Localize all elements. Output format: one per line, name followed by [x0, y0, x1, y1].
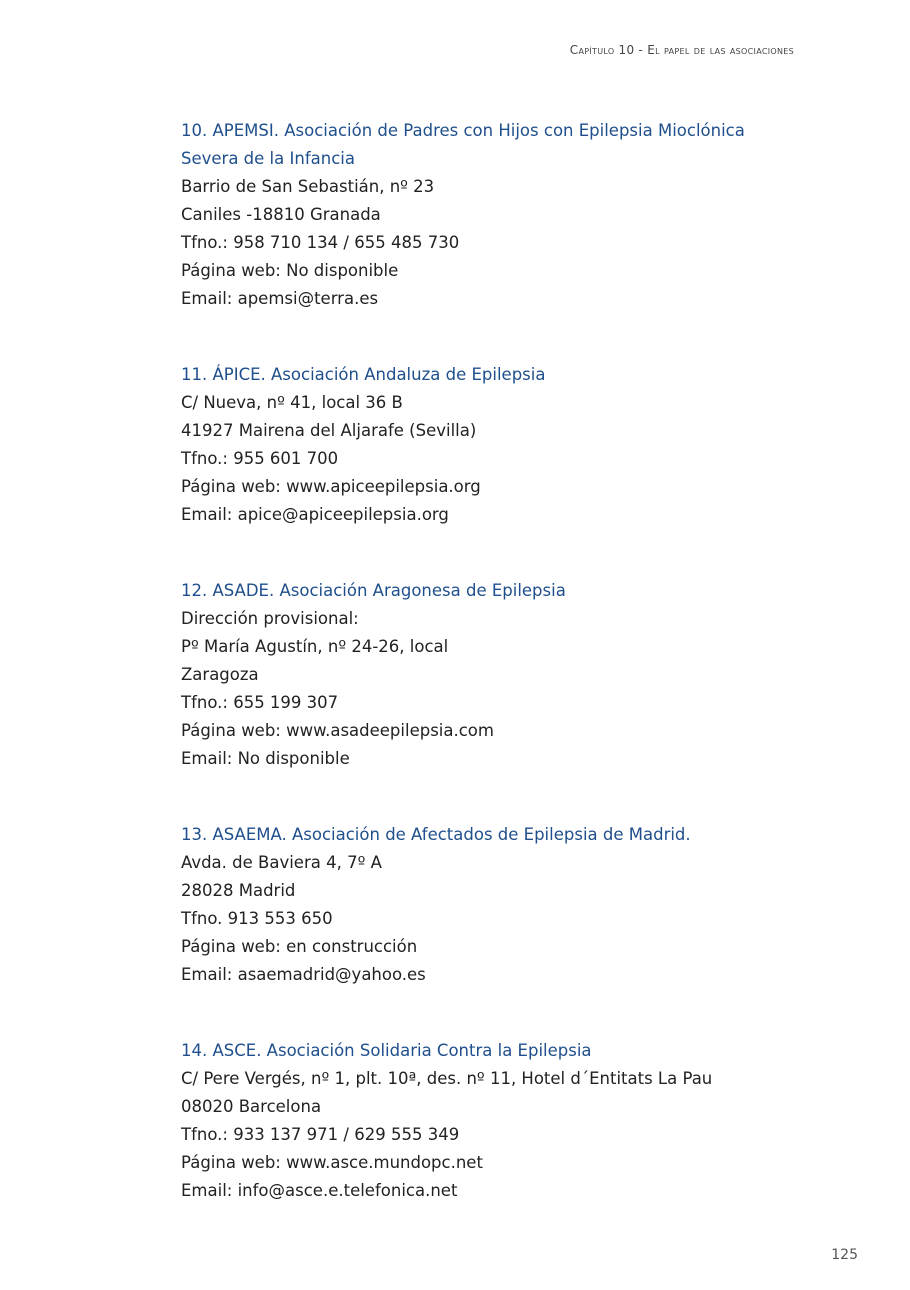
association-title: 14. ASCE. Asociación Solidaria Contra la Epilepsia — [181, 1041, 592, 1060]
address-note-line: Dirección provisional: — [181, 609, 359, 628]
city-line: Caniles -18810 Granada — [181, 205, 381, 224]
page-number: 125 — [831, 1247, 858, 1263]
association-entry — [181, 821, 821, 989]
website-line: Página web: www.asadeepilepsia.com — [181, 721, 494, 740]
website-line: Página web: www.asce.mundopc.net — [181, 1153, 483, 1172]
email-line: Email: info@asce.e.telefonica.net — [181, 1181, 458, 1200]
city-line: 41927 Mairena del Aljarafe (Sevilla) — [181, 421, 477, 440]
running-header: Capítulo 10 - El papel de las asociaciones — [569, 43, 794, 57]
association-title: 12. ASADE. Asociación Aragonesa de Epilepsia — [181, 581, 566, 600]
email-line: Email: apemsi@terra.es — [181, 289, 379, 308]
address-line: C/ Pere Vergés, nº 1, plt. 10ª, des. nº 11, Hotel d´Entitats La Pau — [181, 1069, 713, 1088]
city-line: 08020 Barcelona — [181, 1097, 322, 1116]
phone-line: Tfno. 913 553 650 — [181, 909, 333, 928]
website-line: Página web: www.apiceepilepsia.org — [181, 477, 481, 496]
address-line: C/ Nueva, nº 41, local 36 B — [181, 393, 403, 412]
association-title: 11. ÁPICE. Asociación Andaluza de Epilepsia — [181, 365, 546, 384]
association-entry — [181, 361, 821, 529]
address-line: Pº María Agustín, nº 24-26, local — [181, 637, 449, 656]
phone-line: Tfno.: 655 199 307 — [181, 693, 339, 712]
association-entry — [181, 1037, 821, 1205]
city-line: 28028 Madrid — [181, 881, 296, 900]
website-line: Página web: No disponible — [181, 261, 399, 280]
phone-line: Tfno.: 958 710 134 / 655 485 730 — [181, 233, 460, 252]
address-line: Avda. de Baviera 4, 7º A — [181, 853, 382, 872]
email-line: Email: apice@apiceepilepsia.org — [181, 505, 449, 524]
association-title: 13. ASAEMA. Asociación de Afectados de Epilepsia de Madrid. — [181, 825, 691, 844]
phone-line: Tfno.: 933 137 971 / 629 555 349 — [181, 1125, 460, 1144]
phone-line: Tfno.: 955 601 700 — [181, 449, 339, 468]
association-title: 10. APEMSI. Asociación de Padres con Hijos con Epilepsia Mioclónica — [181, 121, 745, 140]
address-line: Barrio de San Sebastián, nº 23 — [181, 177, 435, 196]
association-entry — [181, 577, 821, 773]
association-list — [181, 117, 821, 1205]
association-title-continued: Severa de la Infancia — [181, 149, 355, 168]
email-line: Email: No disponible — [181, 749, 350, 768]
website-line: Página web: en construcción — [181, 937, 418, 956]
email-line: Email: asaemadrid@yahoo.es — [181, 965, 426, 984]
city-line: Zaragoza — [181, 665, 259, 684]
association-entry — [181, 117, 821, 313]
